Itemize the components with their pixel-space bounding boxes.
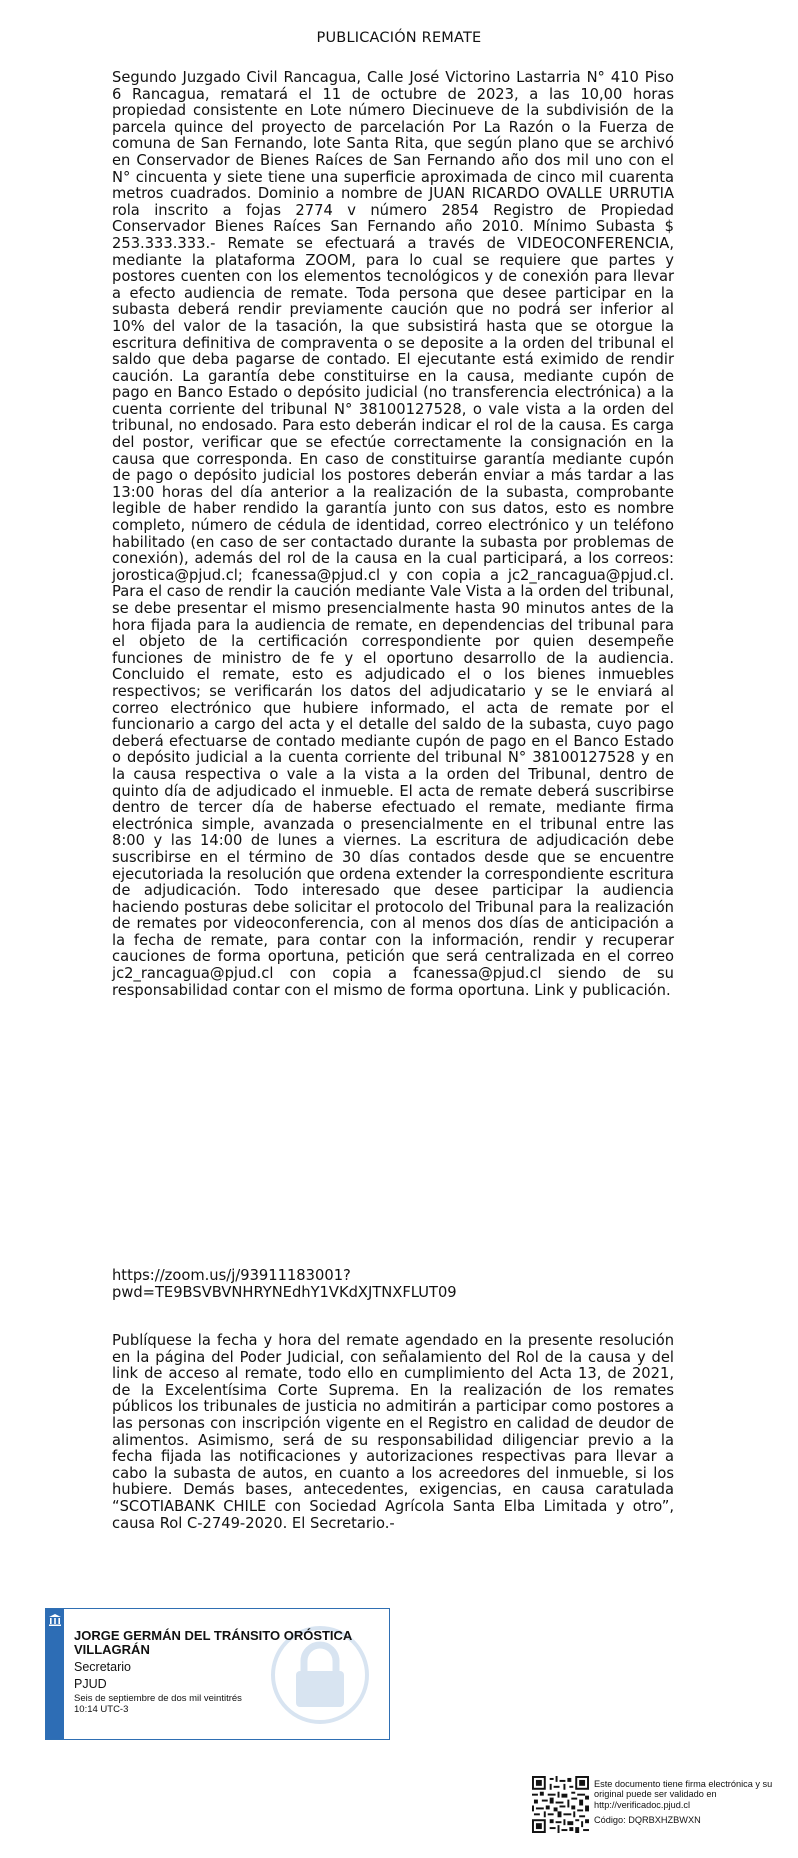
electronic-signature-box	[45, 1608, 390, 1740]
zoom-link[interactable]	[112, 1268, 674, 1301]
remate-paragraph-main: Segundo Juzgado Civil Rancagua, Calle José Victorino Lastarria N° 410 Piso 6 Rancagua, rematará el 11 de octubre de 2023, a las 10,00 horas propiedad consistente en Lote número Diecinueve de la subdivisión de la parcela quince del proyecto de parcelación Por La Razón o la Fuerza de comuna de San Fernando, lote Santa Rita, que según plano que se archivó en Conservador de Bienes Raíces de San Fernando año dos mil uno con el N° cincuenta y siete tiene una superficie aproximada de cinco mil cuarenta metros cuadrados. Dominio a nombre de JUAN RICARDO OVALLE URRUTIA rola inscrito a fojas 2774 v número 2854 Registro de Propiedad Conservador Bienes Raíces San Fernando año 2010. Mínimo Subasta $ 253.333.333.- Remate se efectuará a través de VIDEOCONFERENCIA, mediante la plataforma ZOOM, para lo cual se requiere que partes y postores cuenten con los elementos tecnológicos y de conexión para llevar a efecto audiencia de remate. Toda persona que desee participar en la subasta deberá rendir previamente caución que no podrá ser inferior al 10% del valor de la tasación, la que subsistirá hasta que se otorgue la escritura definitiva de compraventa o se deposite a la orden del tribunal el saldo que deba pagarse de contado. El ejecutante está eximido de rendir caución. La garantía debe constituirse en la causa, mediante cupón de pago en Banco Estado o depósito judicial (no transferencia electrónica) a la cuenta corriente del tribunal N° 38100127528, o vale vista a la orden del tribunal, no endosado. Para esto deberán indicar el rol de la causa. Es carga del postor, verificar que se efectúe correctamente la consignación en la causa que corresponda. En caso de constituirse garantía mediante cupón de pago o depósito judicial los postores deberán enviar a más tardar a las 13:00 horas del día anterior a la realización de la subasta, comprobante legible de haber rendido la garantía junto con sus datos, esto es nombre completo, número de cédula de identidad, correo electrónico y un teléfono habilitado (en caso de ser contactado durante la subasta por problemas de conexión), además del rol de la causa en la cual participará, a los correos: jorostica@pjud.cl; fcanessa@pjud.cl y con copia a jc2_rancagua@pjud.cl. Para el caso de rendir la caución mediante Vale Vista a la orden del tribunal, se debe presentar el mismo presencialmente hasta 90 minutos antes de la hora fijada para la audiencia de remate, en dependencias del tribunal para el objeto de la certificación correspondiente por quien desempeñe funciones de ministro de fe y el oportuno desarrollo de la audiencia. Concluido el remate, esto es adjudicado el o los bienes inmuebles respectivos; se verificarán los datos del adjudicatario y se le enviará al correo electrónico que hubiere informado, el acta de remate por el funcionario a cargo del acta y el detalle del saldo de la subasta, cuyo pago deberá efectuarse de contado mediante cupón de pago en el Banco Estado o depósito judicial a la cuenta corriente del tribunal N° 38100127528 y en la causa respectiva o vale a la vista a la orden del Tribunal, dentro de quinto día de adjudicado el inmueble. El acta de remate deberá suscribirse dentro de tercer día de haberse efectuado el remate, mediante firma electrónica simple, avanzada o presencialmente en el tribunal entre las 8:00 y las 14:00 de lunes a viernes. La escritura de adjudicación debe suscribirse en el término de 30 días contados desde que se encuentre ejecutoriada la resolución que ordena extender la correspondiente escritura de adjudicación. Todo interesado que desee participar la audiencia haciendo posturas debe solicitar el protocolo del Tribunal para la realización de remates por videoconferencia, con al menos dos días de anticipación a la fecha de remate, para contar con la información, rendir y recuperar cauciones de forma oportuna, petición que será centralizada en el correo jc2_rancagua@pjud.cl con copia a fcanessa@pjud.cl siendo de su responsabilidad contar con el mismo de forma oportuna. Link y publicación.	[112, 69, 674, 999]
remate-paragraph-publication: Publíquese la fecha y hora del remate agendado en la presente resolución en la página del Poder Judicial, con señalamiento del Rol de la causa y del link de acceso al remate, todo ello en cumplimiento del Acta 13, de 2021, de la Excelentísima Corte Suprema. En la realización de los remates públicos los tribunales de justicia no admitirán a participar como postores a las personas con inscripción vigente en el Registro en calidad de deudor de alimentos. Asimismo, será de su responsabilidad diligenciar previo a la fecha fijada las notificaciones y autorizaciones respectivas para llevar a cabo la subasta de autos, en cuanto a los acreedores del inmueble, si los hubiere. Demás bases, antecedentes, exigencias, en causa caratulada “SCOTIABANK CHILE con Sociedad Agrícola Santa Elba Limitada y otro”, causa Rol C-2749-2020. El Secretario.-	[112, 1332, 674, 1532]
signature-date-line: Seis de septiembre de dos mil veintitrés	[74, 1693, 242, 1704]
signer-name: JORGE GERMÁN DEL TRÁNSITO ORÓSTICA VILLAGRÁN	[74, 1628, 352, 1657]
signature-time-line: 10:14 UTC-3	[74, 1703, 129, 1715]
verification-notice	[594, 1779, 779, 1826]
zoom-link-line-1[interactable]: https://zoom.us/j/93911183001?	[112, 1267, 351, 1284]
signer-organization: PJUD	[74, 1677, 107, 1691]
signer-role: Secretario	[74, 1660, 131, 1674]
qr-code-icon[interactable]	[532, 1776, 589, 1833]
signature-side-bar	[46, 1609, 64, 1739]
courthouse-icon	[48, 1613, 62, 1627]
signature-date	[74, 1694, 384, 1715]
document-title: PUBLICACIÓN REMATE	[316, 30, 482, 46]
verification-text: Este documento tiene firma electrónica y su original puede ser validado en http://verificadoc.pjud.cl	[594, 1779, 773, 1810]
verification-code: Código: DQRBXHZBWXN	[594, 1815, 701, 1826]
zoom-link-line-2[interactable]: pwd=TE9BSVBVNHRYNEdhY1VKdXJTNXFLUT09	[112, 1283, 457, 1301]
